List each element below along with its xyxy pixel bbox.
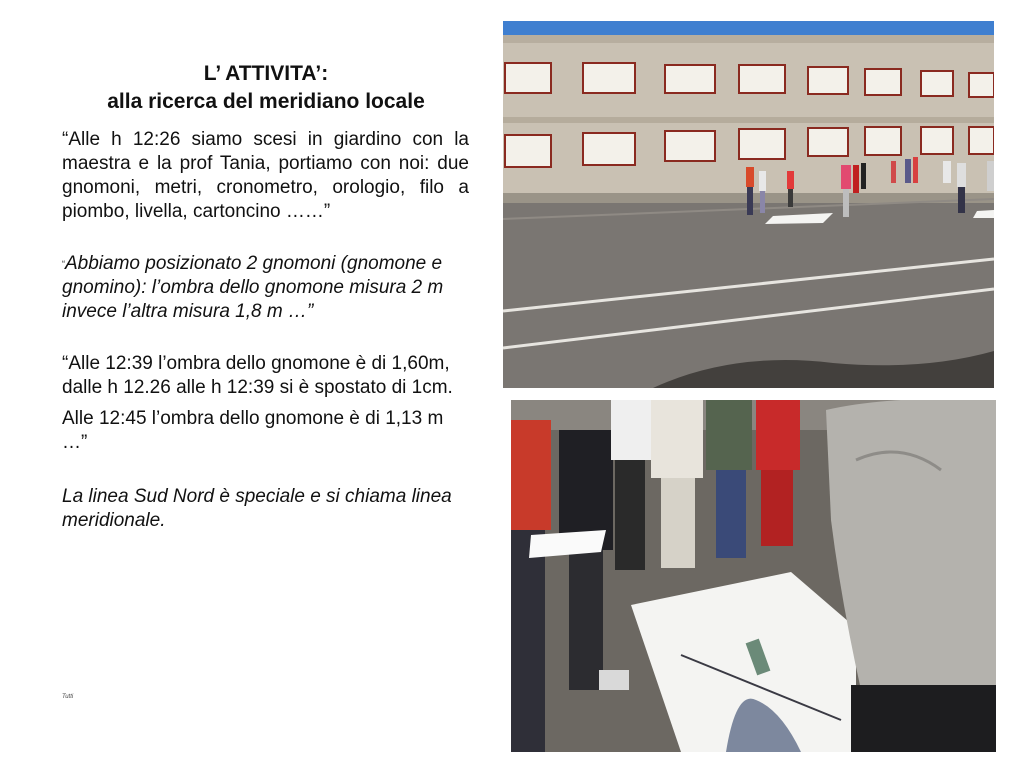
paragraph-1245: Alle 12:45 l’ombra dello gnomone è di 1,13 m …” <box>62 408 444 453</box>
paragraph-1239: “Alle 12:39 l’ombra dello gnomone è di 1,60m, dalle h 12.26 alle h 12:39 si è spostato di 1cm. <box>62 353 453 398</box>
small-quote-mark: “ <box>62 259 65 269</box>
title-line-2: alla ricerca del meridiano locale <box>107 90 425 113</box>
footnote: Tutti <box>62 694 74 700</box>
paragraph-meridian-line: La linea Sud Nord è speciale e si chiama linea meridionale. <box>62 486 452 531</box>
paragraph-equipment: “Alle h 12:26 siamo scesi in giardino con la maestra e la prof Tania, portiamo con noi: due gnomoni, metri, cronometro, orologio, filo a piombo, livella, cartoncino ……” <box>62 129 469 222</box>
slide-title <box>62 60 470 116</box>
students-photo-image <box>511 400 996 752</box>
title-line-1: L’ ATTIVITA’: <box>203 62 329 85</box>
body-text <box>62 128 469 533</box>
courtyard-photo <box>503 21 994 388</box>
paragraph-gnomons-text: Abbiamo posizionato 2 gnomoni (gnomone e gnomino): l’ombra dello gnomone misura 2 m invece l’altra misura 1,8 m …” <box>62 253 444 322</box>
courtyard-photo-image <box>503 21 994 388</box>
students-photo <box>511 400 996 752</box>
paragraph-gnomons <box>62 252 469 324</box>
